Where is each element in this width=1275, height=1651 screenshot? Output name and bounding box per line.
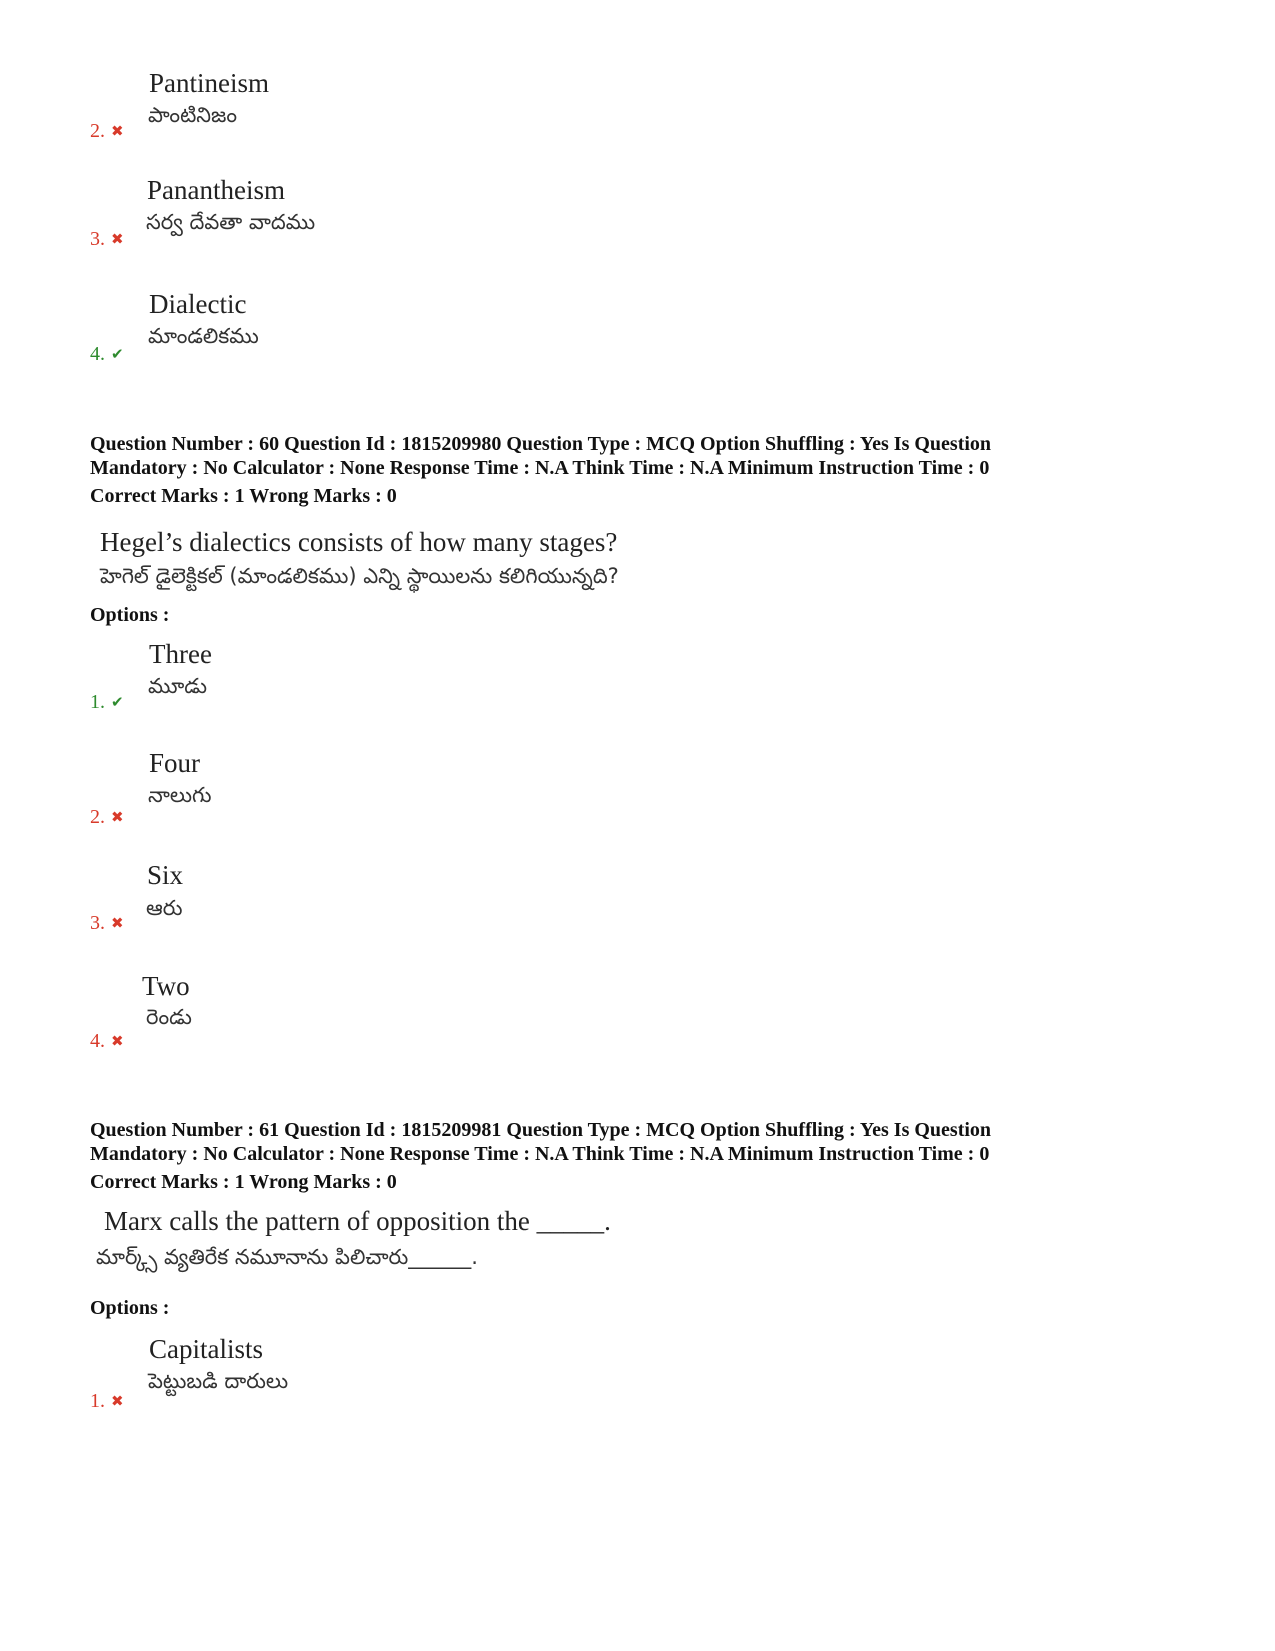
option-text-en: Three xyxy=(149,639,212,669)
question-meta xyxy=(90,432,1200,480)
question-text-te: మార్క్స్ వ్యతిరేక నమూనాను పిలిచారు______. xyxy=(96,1245,478,1269)
check-icon: ✔ xyxy=(111,693,124,711)
question-meta-line: Mandatory : No Calculator : None Response Time : N.A Think Time : N.A Minimum Instruction Time : 0 xyxy=(90,1143,990,1165)
option-marker xyxy=(90,1030,124,1052)
option-text-te: రెండు xyxy=(146,1005,192,1029)
option-text-te: నాలుగు xyxy=(148,783,212,807)
question-text-en: Marx calls the pattern of opposition the _____. xyxy=(104,1206,611,1236)
option-text-en: Six xyxy=(147,860,184,890)
option-text-te: మాండలికము xyxy=(148,324,259,348)
option-text-en: Four xyxy=(149,748,201,778)
check-icon: ✔ xyxy=(111,345,124,363)
option-text-en: Capitalists xyxy=(149,1334,263,1364)
option-marker xyxy=(90,912,124,934)
option-number: 2. xyxy=(90,120,105,142)
option-marker xyxy=(90,806,124,828)
option-text-te: సర్వ దేవతా వాదము xyxy=(146,210,316,234)
cross-icon: ✖ xyxy=(111,1032,124,1050)
option-text-te: మూడు xyxy=(148,674,208,698)
question-marks: Correct Marks : 1 Wrong Marks : 0 xyxy=(90,485,397,507)
cross-icon: ✖ xyxy=(111,230,124,248)
option-number: 4. xyxy=(90,1030,105,1052)
option-number: 1. xyxy=(90,691,105,713)
option-marker xyxy=(90,1390,124,1412)
cross-icon: ✖ xyxy=(111,1392,124,1410)
question-marks: Correct Marks : 1 Wrong Marks : 0 xyxy=(90,1171,397,1193)
option-text-en: Panantheism xyxy=(147,175,285,205)
option-text-en: Pantineism xyxy=(149,68,269,98)
question-meta-line: Mandatory : No Calculator : None Response Time : N.A Think Time : N.A Minimum Instruction Time : 0 xyxy=(90,457,990,479)
option-text-te: ఆరు xyxy=(146,896,183,920)
option-text-te: పెట్టుబడి దారులు xyxy=(148,1369,289,1393)
cross-icon: ✖ xyxy=(111,914,124,932)
option-number: 3. xyxy=(90,912,105,934)
question-meta xyxy=(90,1118,1200,1166)
option-number: 1. xyxy=(90,1390,105,1412)
option-marker xyxy=(90,228,124,250)
option-text-en: Dialectic xyxy=(149,289,247,319)
option-marker xyxy=(90,691,124,713)
question-meta-line: Question Number : 61 Question Id : 1815209981 Question Type : MCQ Option Shuffling : Yes Is Question xyxy=(90,1119,992,1141)
option-text-te: పాంటినిజం xyxy=(148,103,238,127)
option-number: 4. xyxy=(90,343,105,365)
cross-icon: ✖ xyxy=(111,122,124,140)
option-marker xyxy=(90,120,124,142)
option-number: 3. xyxy=(90,228,105,250)
option-text-en: Two xyxy=(142,971,190,1001)
question-text-en: Hegel’s dialectics consists of how many stages? xyxy=(100,527,618,557)
options-label: Options : xyxy=(90,1297,170,1319)
options-label: Options : xyxy=(90,604,170,626)
option-number: 2. xyxy=(90,806,105,828)
question-meta-line: Question Number : 60 Question Id : 1815209980 Question Type : MCQ Option Shuffling : Yes Is Question xyxy=(90,433,992,455)
question-text-te: హెగెల్ డైలెక్టికల్ (మాండలికము) ఎన్ని స్థాయిలను కలిగియున్నది? xyxy=(100,564,619,588)
option-marker xyxy=(90,343,124,365)
cross-icon: ✖ xyxy=(111,808,124,826)
